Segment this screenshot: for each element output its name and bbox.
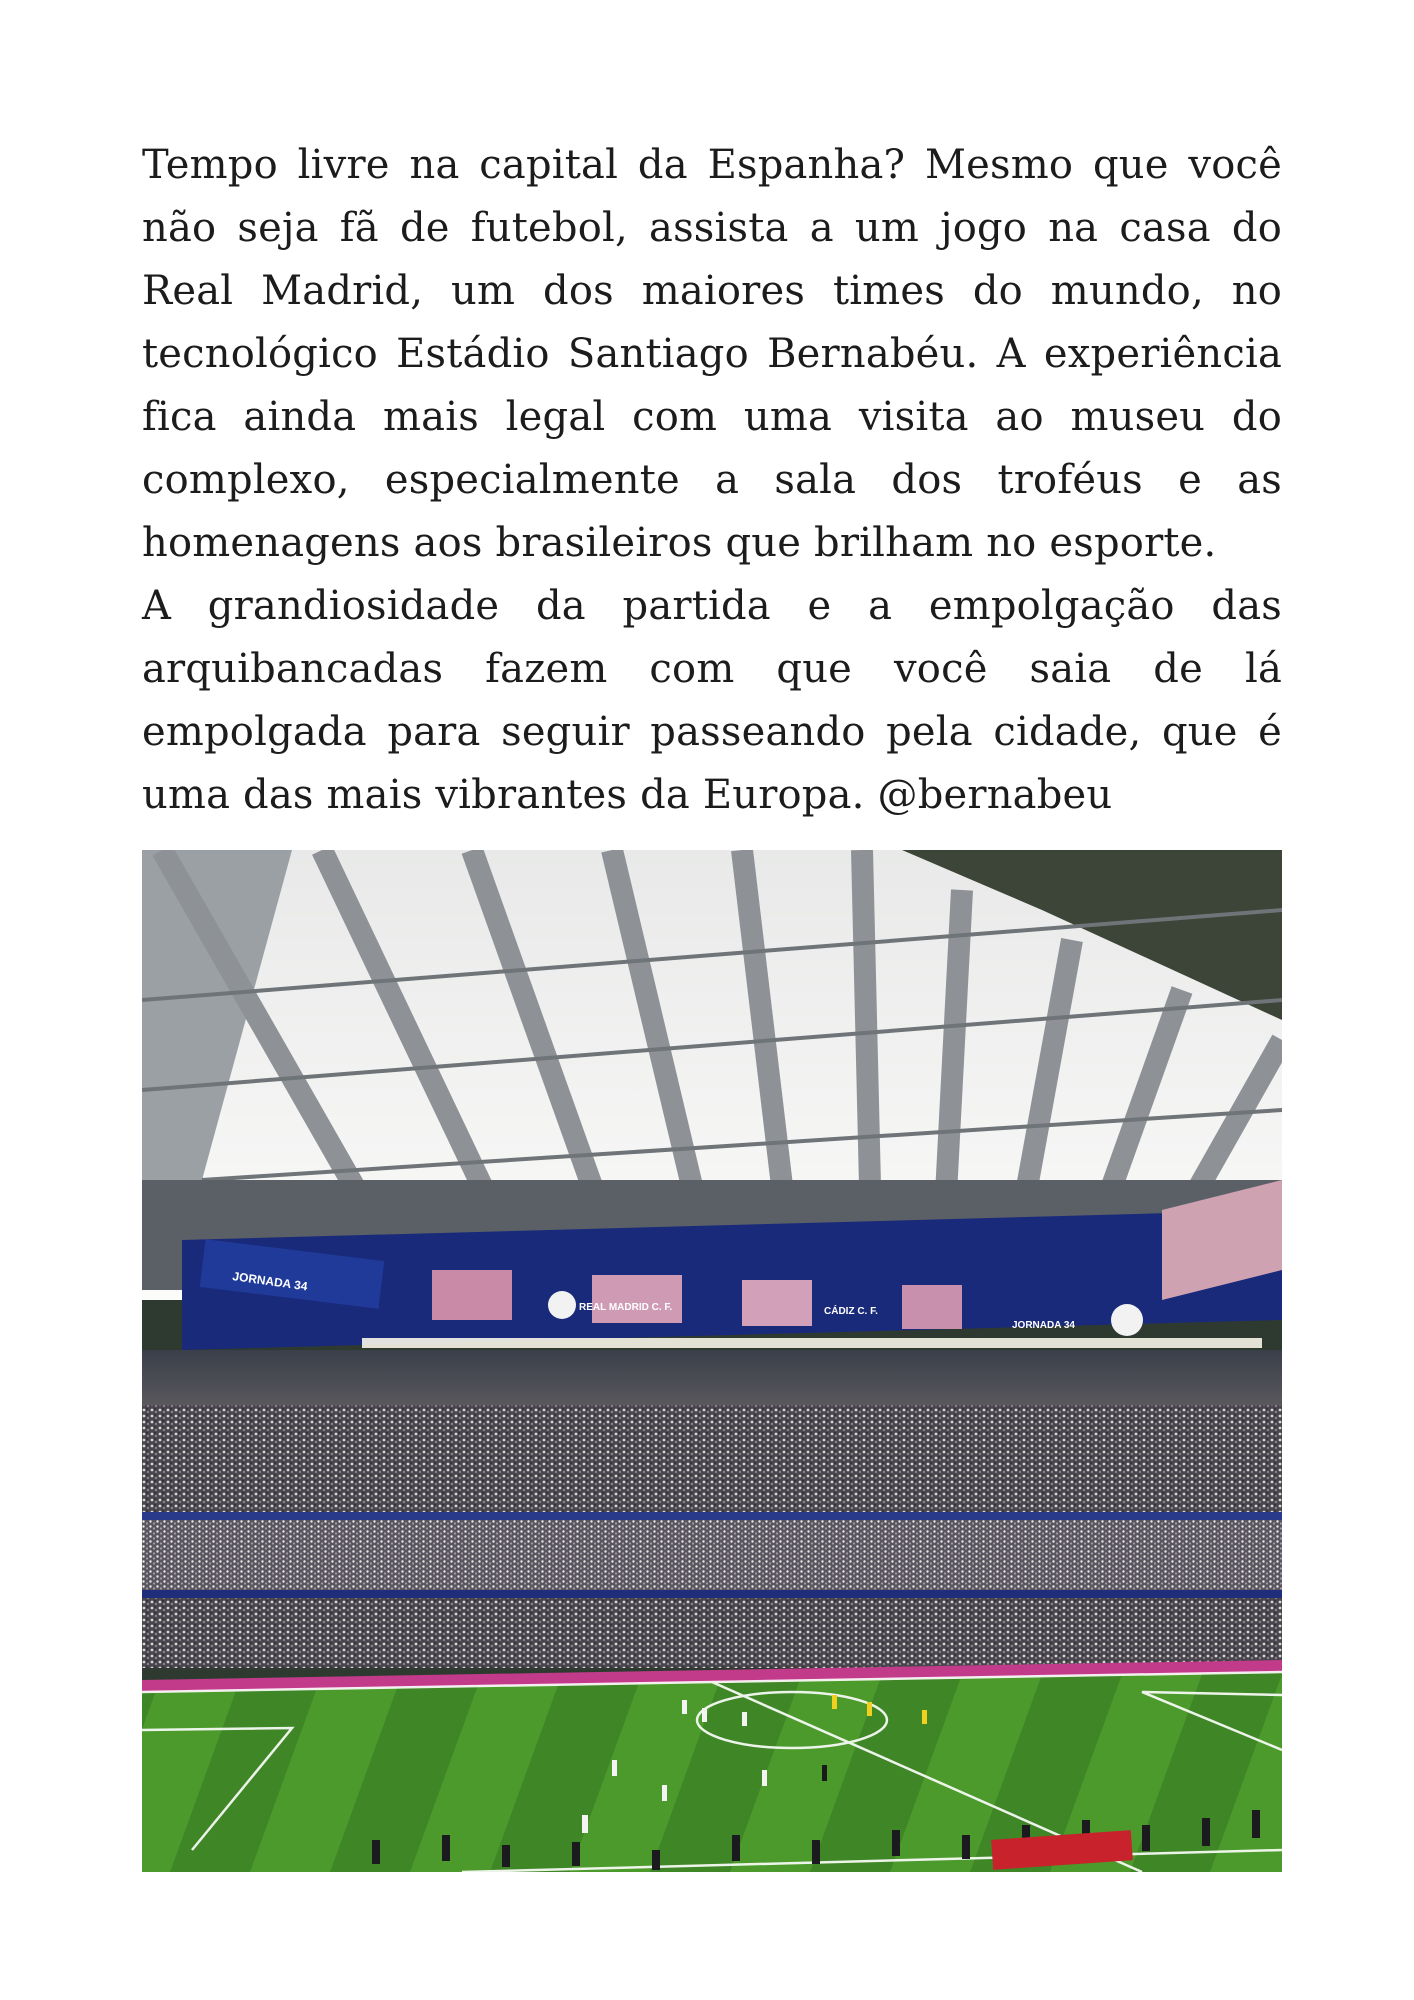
screen-text-jornada-left: JORNADA 34: [231, 1269, 309, 1294]
article-text: [142, 134, 1282, 827]
upper-stand-crowd: [142, 1405, 1282, 1515]
middle-stand-crowd: [142, 1520, 1282, 1590]
screen-text-jornada-right: JORNADA 34: [1012, 1320, 1075, 1331]
paragraph-1: Tempo livre na capital da Espanha? Mesmo que você não seja fã de futebol, assista a um jogo na casa do Real Madrid, um dos maiores times do mundo, no tecnológico Estádio Santiago Bernabéu. A experiência fica ainda mais legal com uma visita ao museu do complexo, especialmente a sala dos troféus e as homenagens aos brasileiros que brilham no esporte.: [142, 142, 1282, 566]
screen-text-team-home: REAL MADRID C. F.: [579, 1302, 673, 1313]
stadium-illustration: [142, 850, 1282, 1872]
middle-stand-led: [142, 1590, 1282, 1598]
lower-stand-crowd: [142, 1598, 1282, 1668]
upper-stand-led: [142, 1512, 1282, 1520]
stadium-photo: [142, 850, 1282, 1872]
screen-text-team-away: CÁDIZ C. F.: [824, 1306, 878, 1317]
upper-stand-structure: [142, 1350, 1282, 1410]
paragraph-2: A grandiosidade da partida e a empolgação das arquibancadas fazem com que você saia de lá empolgada para seguir passeando pela cidade, que é uma das mais vibrantes da Europa. @bernabeu: [142, 583, 1282, 818]
floodlights: [362, 1338, 1262, 1348]
